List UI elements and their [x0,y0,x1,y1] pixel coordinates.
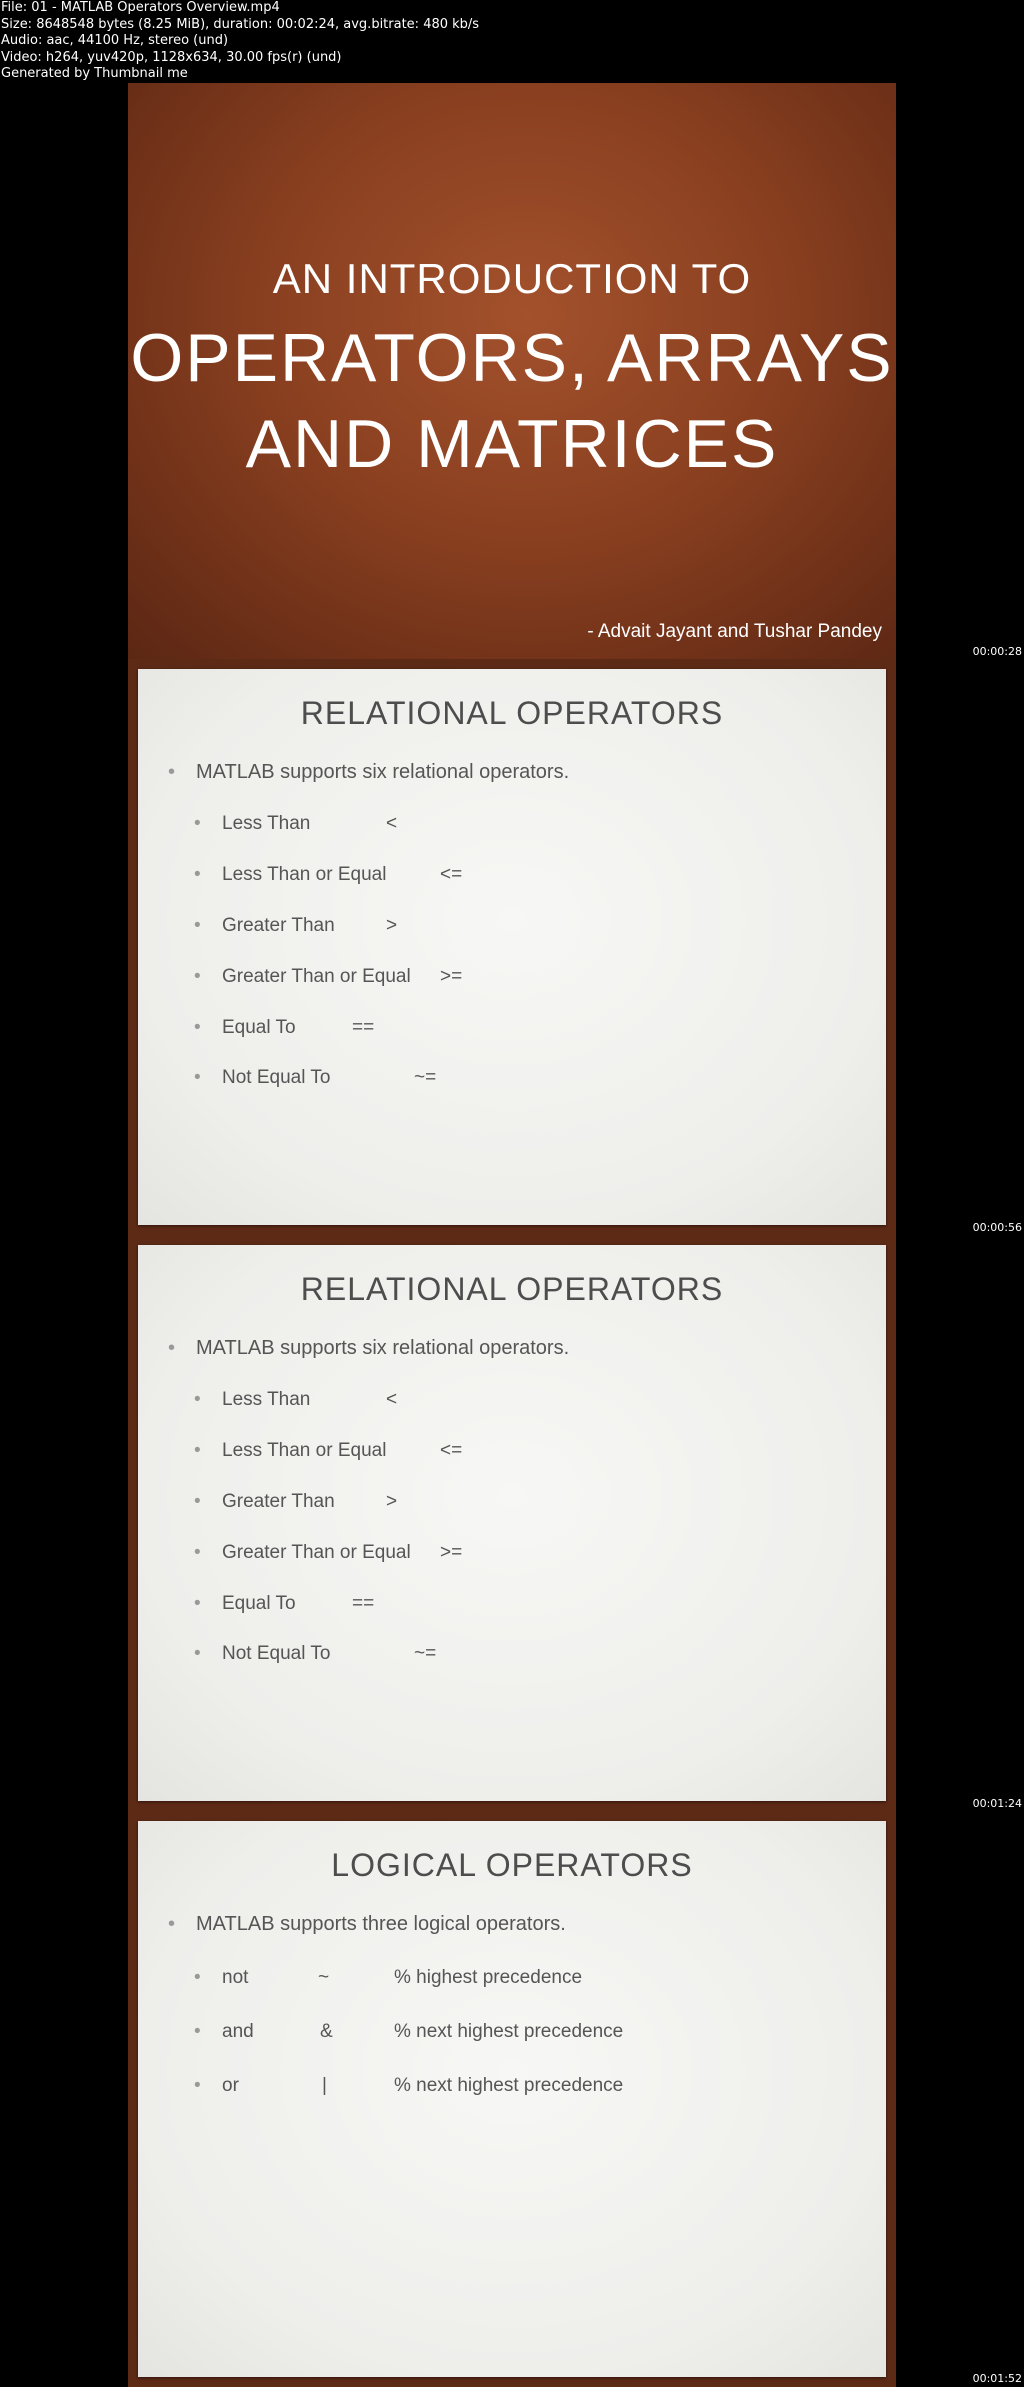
timestamp-2: 00:00:56 [972,1221,1022,1234]
timestamp-4: 00:01:52 [972,2372,1022,2385]
frame-relational-1 [128,659,896,1235]
meta-generator: Generated by Thumbnail me [1,66,188,81]
meta-video: Video: h264, yuv420p, 1128x634, 30.00 fps(r) (und) [1,49,342,65]
title-slide-line3: AND MATRICES [245,406,779,482]
meta-audio: Audio: aac, 44100 Hz, stereo (und) [1,33,229,48]
frame-logical [128,1811,896,2387]
title-slide-line2: OPERATORS, ARRAYS [130,320,894,396]
slide-card: RELATIONAL OPERATORS • MATLAB supports six relational operators. • Less Than < • Less Than or Equal <= • Greater Than > • Greater Than or Equal >= • Equal To == • Not Equal To ~= [138,1245,886,1801]
thumbnail-strip [128,83,896,2387]
slide-card: LOGICAL OPERATORS • MATLAB supports three logical operators. • not ~ % highest precedence • and & % next highest precedence • or | % next highest precedence [138,1821,886,2377]
slide-title: RELATIONAL OPERATORS [300,695,724,731]
frame-title-slide [128,83,896,659]
title-slide-author: - Advait Jayant and Tushar Pandey [587,621,882,642]
title-slide-heading [128,315,896,487]
slide-lead: • MATLAB supports six relational operators. [168,761,569,784]
slide-title: RELATIONAL OPERATORS [300,1271,724,1307]
slide-title: LOGICAL OPERATORS [331,1847,693,1883]
slide-lead: • MATLAB supports three logical operators. [168,1913,566,1936]
meta-file: File: 01 - MATLAB Operators Overview.mp4 [1,0,280,15]
timestamp-3: 00:01:24 [972,1797,1022,1810]
timestamp-1: 00:00:28 [972,645,1022,658]
meta-size: Size: 8648548 bytes (8.25 MiB), duration: 00:02:24, avg.bitrate: 480 kb/s [1,16,480,32]
frame-relational-2 [128,1235,896,1811]
title-slide-line1: AN INTRODUCTION TO [272,255,752,302]
slide-card: RELATIONAL OPERATORS • MATLAB supports six relational operators. • Less Than < • Less Than or Equal <= • Greater Than > • Greater Than or Equal >= • Equal To == • Not Equal To ~= [138,669,886,1225]
slide-lead: • MATLAB supports six relational operators. [168,1337,569,1360]
video-metadata [1,0,479,83]
